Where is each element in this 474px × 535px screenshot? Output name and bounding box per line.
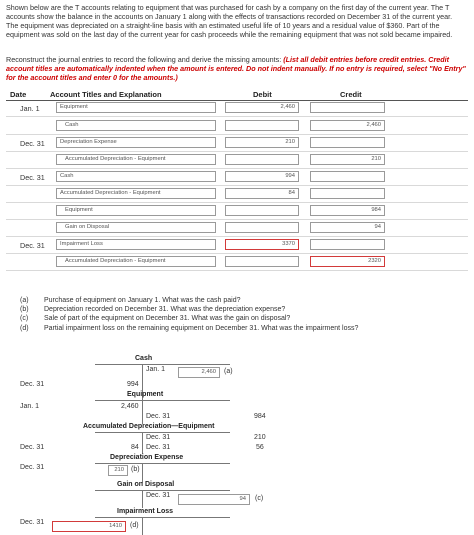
debit-input[interactable]: [225, 205, 299, 216]
account-select[interactable]: Equipment: [56, 102, 216, 113]
debit-input[interactable]: [225, 222, 299, 233]
equipment-debit-amount: 2,460: [121, 403, 139, 410]
gain-credit-date: Dec. 31: [146, 492, 171, 499]
taccount-impair-title: Impairment Loss: [117, 508, 174, 515]
depexp-debit-date: Dec. 31: [20, 464, 45, 471]
credit-input[interactable]: [310, 188, 385, 199]
question-item: (c) Sale of part of the equipment on December 31. What was the gain on disposal?: [20, 315, 291, 323]
impair-debit-tag: (d): [130, 522, 139, 529]
instruction-text: Reconstruct the journal entries to record the following and derive the missing amounts:: [6, 55, 284, 64]
entry-date: Dec. 31: [20, 173, 45, 182]
cash-credit-input[interactable]: 2,460: [178, 367, 220, 378]
instruction-note: (List all debit entries before credit entries. Credit account titles are automatically indented when the amount is entered. Do not indent manually. If no entry is required, select "No Entry" for the account titles and enter 0 for the amounts.): [6, 55, 466, 82]
depexp-debit-tag: (b): [131, 466, 140, 473]
header-date: Date: [10, 90, 27, 99]
debit-input[interactable]: 3370: [225, 239, 299, 250]
accum-credit-amount: 210: [254, 434, 266, 441]
accum-debit-date: Dec. 31: [20, 444, 45, 451]
gain-credit-input[interactable]: 94: [178, 494, 250, 505]
credit-input[interactable]: [310, 137, 385, 148]
account-select[interactable]: Cash: [56, 171, 216, 182]
cash-debit-amount: 994: [127, 381, 139, 388]
account-select[interactable]: Equipment: [56, 205, 216, 216]
depexp-debit-input[interactable]: 210: [108, 465, 128, 476]
problem-description: Shown below are the T accounts relating to equipment that was purchased for cash by a company on the first day of the current year. The T accounts show the balance in the accounts on January 1 along with the effects of transactions recorded on December 31 of the current year. The equipment was depreciated on a straight-line basis with an estimated useful life of 10 years and a residual value of $360. Part of the equipment was sold on the last day of the current year for cash proceeds while the remaining equipment that was not sold became impaired.: [6, 3, 453, 39]
taccount-accum-title: Accumulated Depreciation—Equipment: [83, 423, 215, 430]
header-divider: [6, 100, 468, 101]
cash-credit-date: Jan. 1: [146, 366, 166, 373]
accum-credit-date: Dec. 31: [146, 444, 171, 451]
taccount-cash-title: Cash: [135, 355, 153, 362]
cash-debit-date: Dec. 31: [20, 381, 45, 388]
gain-credit-tag: (c): [255, 495, 264, 502]
account-select[interactable]: Accumulated Depreciation - Equipment: [56, 256, 216, 267]
question-item: (a) Purchase of equipment on January 1. What was the cash paid?: [20, 297, 241, 304]
equipment-debit-date: Jan. 1: [20, 403, 40, 410]
credit-input[interactable]: [310, 102, 385, 113]
entry-date: Dec. 31: [20, 241, 45, 250]
account-select[interactable]: Gain on Disposal: [56, 222, 216, 233]
question-item: (b) Depreciation recorded on December 31. What was the depreciation expense?: [20, 306, 286, 314]
instructions: [6, 55, 468, 82]
account-select[interactable]: Accumulated Depreciation - Equipment: [56, 188, 216, 199]
cash-credit-tag: (a): [224, 368, 233, 375]
impair-debit-date: Dec. 31: [20, 519, 45, 526]
equipment-credit-date: Dec. 31: [146, 413, 171, 420]
accum-credit-date: Dec. 31: [146, 434, 171, 441]
credit-input[interactable]: [310, 239, 385, 250]
account-select[interactable]: Accumulated Depreciation - Equipment: [56, 154, 216, 165]
accum-debit-amount: 84: [131, 444, 139, 451]
header-credit: Credit: [340, 90, 362, 99]
credit-input[interactable]: 94: [310, 222, 385, 233]
account-select[interactable]: Cash: [56, 120, 216, 131]
debit-input[interactable]: 2,460: [225, 102, 299, 113]
debit-input[interactable]: 210: [225, 137, 299, 148]
credit-input[interactable]: [310, 171, 385, 182]
question-item: (d) Partial impairment loss on the remaining equipment on December 31. What was the impairment loss?: [20, 324, 359, 332]
credit-input[interactable]: 2320: [310, 256, 385, 267]
taccount-gain-title: Gain on Disposal: [117, 481, 175, 488]
header-debit: Debit: [253, 90, 272, 99]
taccount-equipment-title: Equipment: [127, 391, 164, 398]
credit-input[interactable]: 210: [310, 154, 385, 165]
entry-date: Dec. 31: [20, 139, 45, 148]
debit-input[interactable]: [225, 256, 299, 267]
debit-input[interactable]: 84: [225, 188, 299, 199]
question-list: [20, 296, 358, 333]
debit-input[interactable]: [225, 154, 299, 165]
account-select[interactable]: Impairment Loss: [56, 239, 216, 250]
header-account: Account Titles and Explanation: [50, 90, 162, 99]
taccount-depexp-title: Depreciation Expense: [110, 454, 184, 461]
entry-date: Jan. 1: [20, 104, 40, 113]
credit-input[interactable]: 2,460: [310, 120, 385, 131]
equipment-credit-amount: 984: [254, 413, 266, 420]
accum-credit-amount: 56: [256, 444, 264, 451]
impair-debit-input[interactable]: 1410: [52, 521, 126, 532]
debit-input[interactable]: [225, 120, 299, 131]
account-select[interactable]: Depreciation Expense: [56, 137, 216, 148]
credit-input[interactable]: 984: [310, 205, 385, 216]
debit-input[interactable]: 994: [225, 171, 299, 182]
